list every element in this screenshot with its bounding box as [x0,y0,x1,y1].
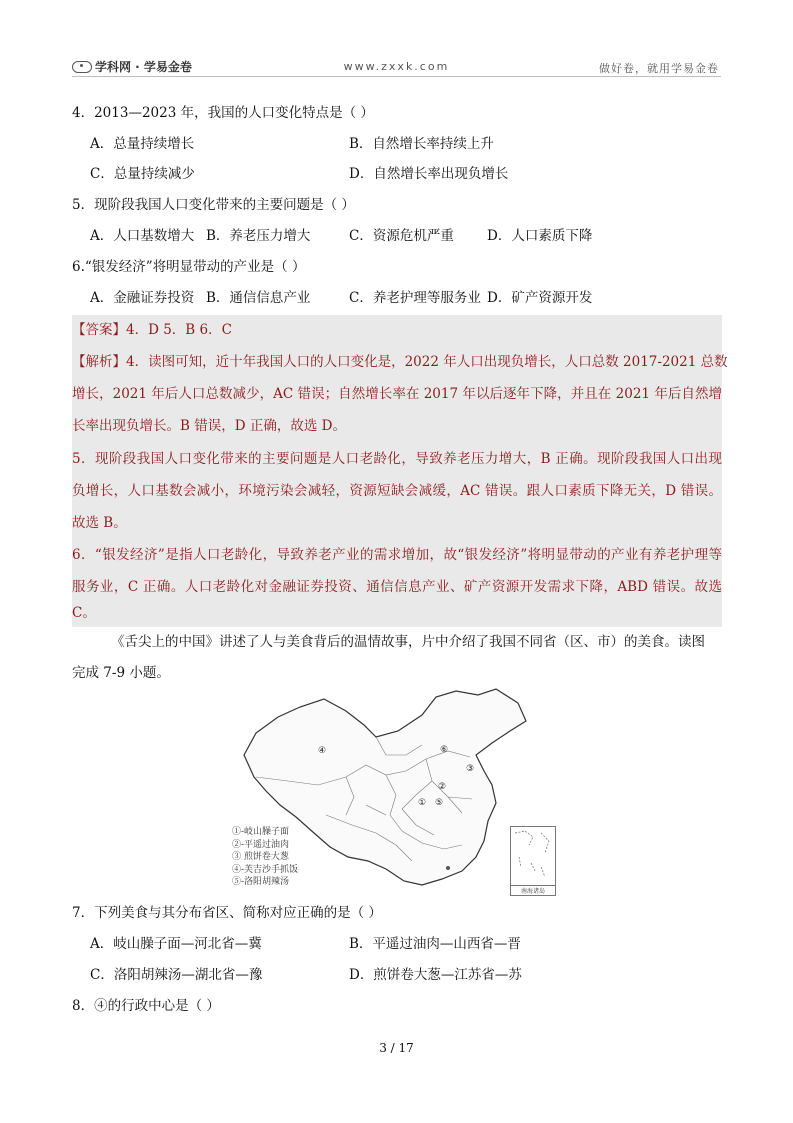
question-8-stem: 8．④的行政中心是（ ） [72,998,220,1014]
analysis-line: 6．“银发经济”是指人口老龄化，导致养老产业的需求增加，故“银发经济”将明显带动的产业有养老护理等 [72,547,722,563]
q6-option-b: B．通信信息产业 [206,290,311,306]
intro-line-2: 完成 7-9 小题。 [72,665,170,681]
question-5-stem: 5．现阶段我国人口变化带来的主要问题是（ ） [72,197,355,213]
map-marker-2: ② [438,782,447,792]
q4-option-b: B．自然增长率持续上升 [349,136,494,152]
map-marker-4: ④ [318,746,327,756]
analysis-line: 增长，2021 年后人口总数减少，AC 错误；自然增长率在 2017 年以后逐年下降，并且在 2021 年后自然增 [72,386,722,402]
q4-option-a: A．总量持续增长 [90,136,195,152]
map-marker-6: ⑥ [440,745,449,755]
site-url: www.zxxk.com [343,60,450,73]
intro-line-1: 《舌尖上的中国》讲述了人与美食背后的温情故事，片中介绍了我国不同省（区、市）的美食。读图 [111,634,705,650]
legend-item: ④-芙吉沙手抓饭 [232,864,299,875]
q6-option-d: D．矿产资源开发 [487,290,593,306]
analysis-line: 5．现阶段我国人口变化带来的主要问题是人口老龄化，导致养老压力增大，B 正确。现阶段我国人口出现 [72,451,722,467]
logo-text: 学科网 · 学易金卷 [95,60,192,74]
q7-option-b: B．平遥过油肉—山西省—晋 [349,936,521,952]
legend-item: ⑤-洛阳胡辣汤 [232,877,290,887]
header-slogan: 做好卷，就用学易金卷 [599,62,719,75]
analysis-line: 故选 B。 [72,515,127,531]
q7-option-d: D．煎饼卷大葱—江苏省—苏 [349,967,522,983]
analysis-line: 【解析】4．读图可知，近十年我国人口的人口变化是，2022 年人口出现负增长，人口总数 2017-2021 总数 [72,354,728,370]
q5-option-c: C．资源危机严重 [349,228,454,244]
question-7-stem: 7．下列美食与其分布省区、简称对应正确的是（ ） [72,905,382,921]
q5-option-a: A．人口基数增大 [90,228,195,244]
map-marker-3: ③ [466,764,475,774]
inset-label: 南海诸岛 [511,885,555,895]
q5-option-d: D．人口素质下降 [487,228,593,244]
legend-item: ①-岐山臊子面 [232,827,290,837]
analysis-line: 服务业，C 正确。人口老龄化对金融证券投资、通信信息产业、矿产资源开发需求下降，ABD 错误。故选 [72,579,722,595]
q6-option-c: C．养老护理等服务业 [349,290,481,306]
answer-line: 【答案】4．D 5．B 6．C [72,322,232,338]
page-header [72,56,721,77]
q7-option-a: A．岐山臊子面—河北省—冀 [90,936,262,952]
map-marker-5: ⑤ [435,798,444,808]
analysis-line: 负增长，人口基数会减小，环境污染会减轻，资源短缺会减缓，AC 错误。跟人口素质下降无关，D 错误。 [72,483,722,499]
q5-option-b: B．养老压力增大 [206,228,311,244]
analysis-line: C。 [72,605,96,621]
page-number: 3 / 17 [379,1041,414,1055]
inset-map [511,827,555,885]
legend-item: ②-平遥过油肉 [232,839,290,850]
q4-option-c: C．总量持续减少 [90,166,195,182]
south-china-sea-inset [510,826,556,896]
q4-option-d: D．自然增长率出现负增长 [349,166,509,182]
map-marker-1: ① [418,798,427,808]
analysis-line: 长率出现负增长。B 错误，D 正确，故选 D。 [72,418,346,434]
legend-item: ③ 煎饼卷大葱 [232,852,289,862]
q7-option-c: C．洛阳胡辣汤—湖北省—豫 [90,967,263,983]
map-legend [232,826,298,889]
question-6-stem: 6.“银发经济”将明显带动的产业是（ ） [72,259,306,275]
question-4-stem: 4．2013—2023 年，我国的人口变化特点是（ ） [72,105,374,121]
q6-option-a: A．金融证券投资 [90,290,195,306]
